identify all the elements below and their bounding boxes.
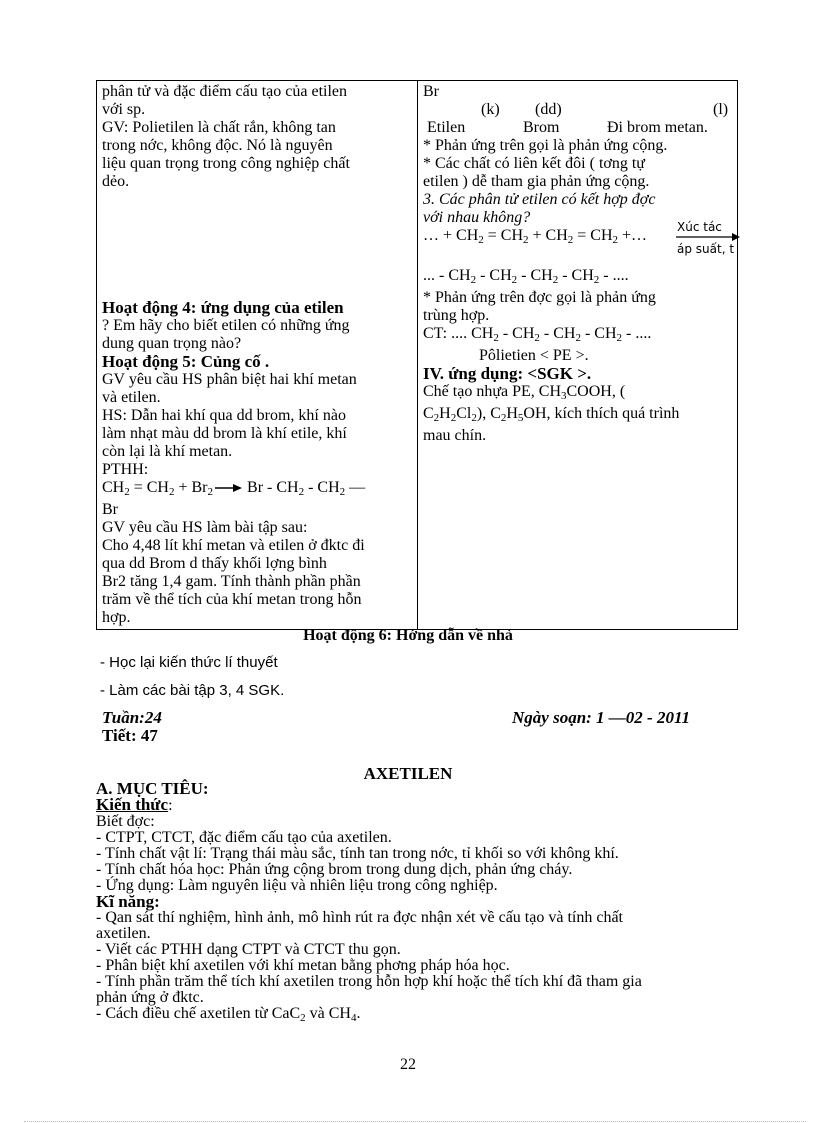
- lesson-number: Tiết: 47: [102, 726, 158, 745]
- prepared-date: Ngày soạn: 1 —02 - 2011: [512, 708, 691, 727]
- subscript: 2: [433, 412, 440, 424]
- text-line: dẻo.: [102, 173, 130, 190]
- catalyst-label: Xúc tác: [677, 220, 722, 234]
- subscript: 4: [350, 1012, 357, 1024]
- knowledge-item: - Tính chất hóa học: Phản ứng cộng brom trong dung dịch, phản ứng cháy.: [96, 861, 573, 878]
- spacer: [102, 227, 412, 245]
- formula-part: Cl: [456, 405, 472, 422]
- subscript: 2: [616, 332, 623, 344]
- formula-part: và CH: [305, 1005, 351, 1022]
- text-line: HS: Dẫn hai khí qua dd brom, khí nào: [102, 407, 346, 424]
- lesson-table: [96, 80, 738, 630]
- question-heading: với nhau không?: [423, 209, 531, 226]
- formula-part: - CH: [476, 267, 512, 284]
- skill-item: - Qan sát thí nghiệm, hình ảnh, mô hình rút ra đợc nhận xét về cấu tạo và tính chất: [96, 909, 623, 926]
- formula-part: C: [423, 405, 434, 422]
- formula-part: = CH: [573, 227, 613, 244]
- text-line: Cho 4,48 lít khí metan và etilen ở đktc đi: [102, 537, 365, 554]
- state-label: (l): [713, 101, 729, 118]
- knowledge-label: Kiến thức: [96, 795, 169, 814]
- formula-part: ), C: [476, 405, 501, 422]
- text-line: mau chín.: [423, 427, 487, 444]
- formula-part: … + CH: [423, 227, 479, 244]
- formula-part: - ....: [599, 267, 629, 284]
- text-line: qua dd Brom d thấy khối lợng bình: [102, 555, 327, 572]
- text-line: trùng hợp.: [423, 307, 490, 324]
- formula-part: - Cách điều chế axetilen từ CaC: [96, 1005, 301, 1022]
- objectives-section: [96, 781, 756, 1026]
- text-line: hợp.: [102, 609, 131, 626]
- state-labels-row: [423, 101, 732, 119]
- subscript: 2: [500, 412, 507, 424]
- formula-part: CH: [102, 479, 125, 496]
- week-label: Tuần:24: [102, 708, 162, 727]
- equation-bromination: [102, 479, 412, 501]
- knowledge-item: - Tính chất vật lí: Trạng thái màu sắc, tính tan trong nớc, tỉ khối so với không khí.: [96, 845, 619, 862]
- text-line: GV yêu cầu HS làm bài tập sau:: [102, 519, 308, 536]
- formula-part: CT: .... CH: [423, 325, 494, 342]
- condition-label: áp suất, t: [677, 242, 735, 256]
- activity-5-heading: Hoạt động 5: Củng cố .: [102, 352, 270, 371]
- text-line: trong nớc, không độc. Nó là nguyên: [102, 137, 333, 154]
- content-column: [418, 81, 738, 630]
- formula-part: - CH: [304, 479, 340, 496]
- knowledge-item: - CTPT, CTCT, đặc điểm cấu tạo của axetilen.: [96, 829, 392, 846]
- formula-part: H: [439, 405, 451, 422]
- subscript: 2: [471, 412, 477, 424]
- colon: :: [168, 797, 173, 814]
- activity-6-heading: Hoạt động 6: Hớng dẫn về nhà: [303, 627, 513, 644]
- homework-item: - Học lại kiến thức lí thuyết: [100, 654, 278, 671]
- formula-part: + CH: [528, 227, 568, 244]
- text-line: Br2 tăng 1,4 gam. Tính thành phần phần: [102, 573, 361, 590]
- subscript: 2: [470, 274, 477, 286]
- text-line: * Phản ứng trên đợc gọi là phản ứng: [423, 289, 656, 306]
- skill-item: - Phân biệt khí axetilen với khí metan bằng phơng pháp hóa học.: [96, 957, 510, 974]
- uses-line: [423, 383, 732, 405]
- formula-part: OH, kích thích quá trình: [523, 405, 680, 422]
- formula-part: - CH: [498, 325, 535, 342]
- state-label: (k): [481, 101, 500, 118]
- formula-part: —: [345, 479, 366, 496]
- spacer: [102, 209, 412, 227]
- subscript: 2: [593, 274, 600, 286]
- formula-part: Br - CH: [243, 479, 299, 496]
- subscript: 2: [450, 412, 457, 424]
- subscript: 2: [168, 486, 175, 498]
- formula-part: - CH: [580, 325, 617, 342]
- text-line: liệu quan trọng trong công nghiệp chất: [102, 155, 350, 172]
- polymer-chain: [423, 267, 732, 289]
- skill-item: - Tính phần trăm thể tích khí axetilen trong hỗn hợp khí hoặc thể tích khí đã tham gia: [96, 973, 642, 990]
- reactant-name: Brom: [523, 119, 560, 136]
- homework-item: - Làm các bài tập 3, 4 SGK.: [100, 682, 285, 699]
- subscript: 2: [300, 1012, 306, 1024]
- product-name: Đi brom metan.: [607, 119, 708, 136]
- text-line: trăm về thể tích của khí metan trong hỗn: [102, 591, 362, 608]
- subscript: 2: [298, 486, 305, 498]
- text-line: và etilen.: [102, 389, 161, 406]
- state-label: (dd): [535, 101, 562, 118]
- subscript: 2: [339, 486, 346, 498]
- knowledge-item: - Ứng dụng: Làm nguyên liệu và nhiên liệu trong công nghiệp.: [96, 877, 498, 894]
- text-line: Br: [423, 83, 439, 100]
- subscript: 2: [523, 234, 529, 246]
- uses-line: [423, 405, 732, 427]
- formula-part: Chế tạo nhựa PE, CH: [423, 383, 561, 400]
- formula-part: - CH: [517, 267, 553, 284]
- knowledge-heading: [96, 797, 756, 814]
- text-line: PTHH:: [102, 461, 149, 478]
- subscript: 2: [612, 234, 618, 246]
- text-line: còn lại là khí metan.: [102, 443, 233, 460]
- text-line: ? Em hãy cho biết etilen có những ứng: [102, 317, 350, 334]
- text-line: Biết đợc:: [96, 813, 155, 830]
- text-line: Pôlietien < PE >.: [479, 347, 589, 364]
- page-bottom-divider: [24, 1121, 806, 1122]
- subscript: 2: [207, 486, 214, 498]
- reactant-names-row: [423, 119, 732, 137]
- skill-item: [96, 1006, 756, 1026]
- text-line: làm nhạt màu dd brom là khí etile, khí: [102, 425, 347, 442]
- question-heading: 3. Các phân tử etilen có kết hợp đợc: [423, 191, 656, 208]
- text-line: phân tử và đặc điểm cấu tạo của etilen: [102, 83, 348, 100]
- subscript: 2: [478, 234, 484, 246]
- lesson-title: AXETILEN: [363, 764, 453, 783]
- spacer: [102, 263, 412, 281]
- teacher-activity-column: [97, 81, 418, 630]
- subscript: 2: [575, 332, 581, 344]
- text-line: * Các chất có liên kết đôi ( tơng tự: [423, 155, 645, 172]
- text-line: GV yêu cầu HS phân biệt hai khí metan: [102, 371, 357, 388]
- formula-part: .: [356, 1005, 361, 1022]
- skill-item: - Viết các PTHH dạng CTPT và CTCT thu gọn.: [96, 941, 401, 958]
- subscript: 2: [552, 274, 559, 286]
- formula-part: COOH, (: [566, 383, 626, 400]
- polymerization-equation: [423, 220, 735, 256]
- reactant-name: Etilen: [427, 119, 466, 136]
- subscript: 2: [124, 486, 130, 498]
- reaction-arrow-icon: [213, 483, 243, 493]
- activity-4-heading: Hoạt động 4: ứng dụng của etilen: [102, 298, 344, 317]
- section-a-heading: A. MỤC TIÊU:: [96, 779, 209, 798]
- skill-item: phản ứng ở đktc.: [96, 989, 204, 1006]
- formula-part: - CH: [558, 267, 594, 284]
- formula-part: ... - CH: [423, 267, 471, 284]
- text-line: với sp.: [102, 101, 146, 118]
- formula-part: H: [506, 405, 518, 422]
- formula-part: - ....: [622, 325, 652, 342]
- text-line: GV: Polietilen là chất rắn, không tan: [102, 119, 336, 136]
- skills-heading: Kĩ năng:: [96, 892, 160, 911]
- section-iv-heading: IV. ứng dụng: <SGK >.: [423, 364, 592, 383]
- subscript: 2: [493, 332, 499, 344]
- formula-part: - CH: [539, 325, 576, 342]
- formula-part: +…: [618, 227, 648, 244]
- polymer-formula: [423, 325, 732, 347]
- formula-part: = CH: [483, 227, 523, 244]
- text-line: * Phản ứng trên gọi là phản ứng cộng.: [423, 137, 668, 154]
- subscript: 2: [534, 332, 540, 344]
- formula-part: + Br: [174, 479, 208, 496]
- spacer: [102, 281, 412, 299]
- subscript: 2: [567, 234, 574, 246]
- subscript: 2: [511, 274, 518, 286]
- formula-part: = CH: [129, 479, 169, 496]
- page-number: 22: [400, 1056, 416, 1073]
- text-line: dung quan trọng nào?: [102, 335, 242, 352]
- subscript: 5: [517, 412, 524, 424]
- skill-item: axetilen.: [96, 925, 151, 942]
- subscript: 3: [561, 390, 567, 402]
- spacer: [102, 191, 412, 209]
- spacer: [102, 245, 412, 263]
- text-line: Br: [102, 501, 118, 518]
- text-line: etilen ) dễ tham gia phản ứng cộng.: [423, 173, 650, 190]
